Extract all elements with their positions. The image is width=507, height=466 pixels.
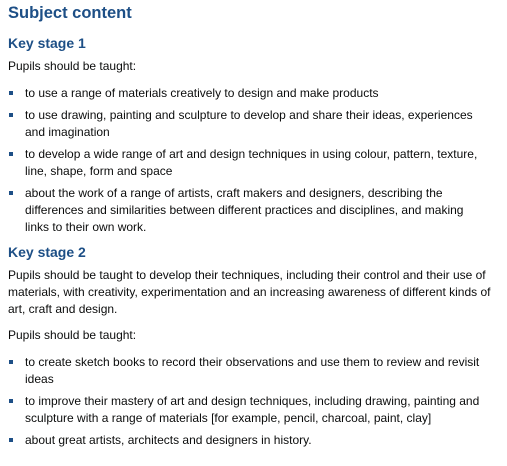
list-item (8, 146, 487, 180)
list-item-text: about the work of a range of artists, craft makers and designers, describing the differences and similarities between different practices and disciplines, and making links to their own work. (25, 186, 464, 234)
list-item (8, 432, 487, 449)
page-title: Subject content (8, 4, 132, 22)
square-bullet-icon (9, 152, 13, 156)
list-item-text: to develop a wide range of art and design techniques in using colour, pattern, texture, line, shape, form and space (25, 147, 478, 178)
key-stage-2-intro: Pupils should be taught: (8, 328, 137, 342)
list-item (8, 185, 487, 236)
key-stage-1-heading: Key stage 1 (8, 35, 86, 51)
list-item (8, 107, 487, 141)
square-bullet-icon (9, 91, 13, 95)
list-item-text: to use a range of materials creatively to design and make products (25, 86, 379, 100)
square-bullet-icon (9, 438, 13, 442)
key-stage-1-list (8, 85, 507, 236)
list-item (8, 85, 487, 102)
list-item-text: to use drawing, painting and sculpture to develop and share their ideas, experiences and imagination (25, 108, 473, 139)
key-stage-2-paragraph: Pupils should be taught to develop their techniques, including their control and their use of materials, with creativity, experimentation and an increasing awareness of different kinds of art, craft and design. (8, 268, 491, 316)
list-item (8, 354, 487, 388)
list-item-text: to create sketch books to record their observations and use them to review and revisit ideas (25, 355, 480, 386)
square-bullet-icon (9, 113, 13, 117)
list-item-text: about great artists, architects and designers in history. (25, 433, 312, 447)
key-stage-1-intro: Pupils should be taught: (8, 59, 137, 73)
key-stage-2-list (8, 354, 507, 449)
list-item-text: to improve their mastery of art and design techniques, including drawing, painting and sculpture with a range of materials [for example, pencil, charcoal, paint, clay] (25, 394, 480, 425)
square-bullet-icon (9, 399, 13, 403)
key-stage-2-heading: Key stage 2 (8, 244, 86, 260)
list-item (8, 393, 487, 427)
square-bullet-icon (9, 360, 13, 364)
square-bullet-icon (9, 191, 13, 195)
